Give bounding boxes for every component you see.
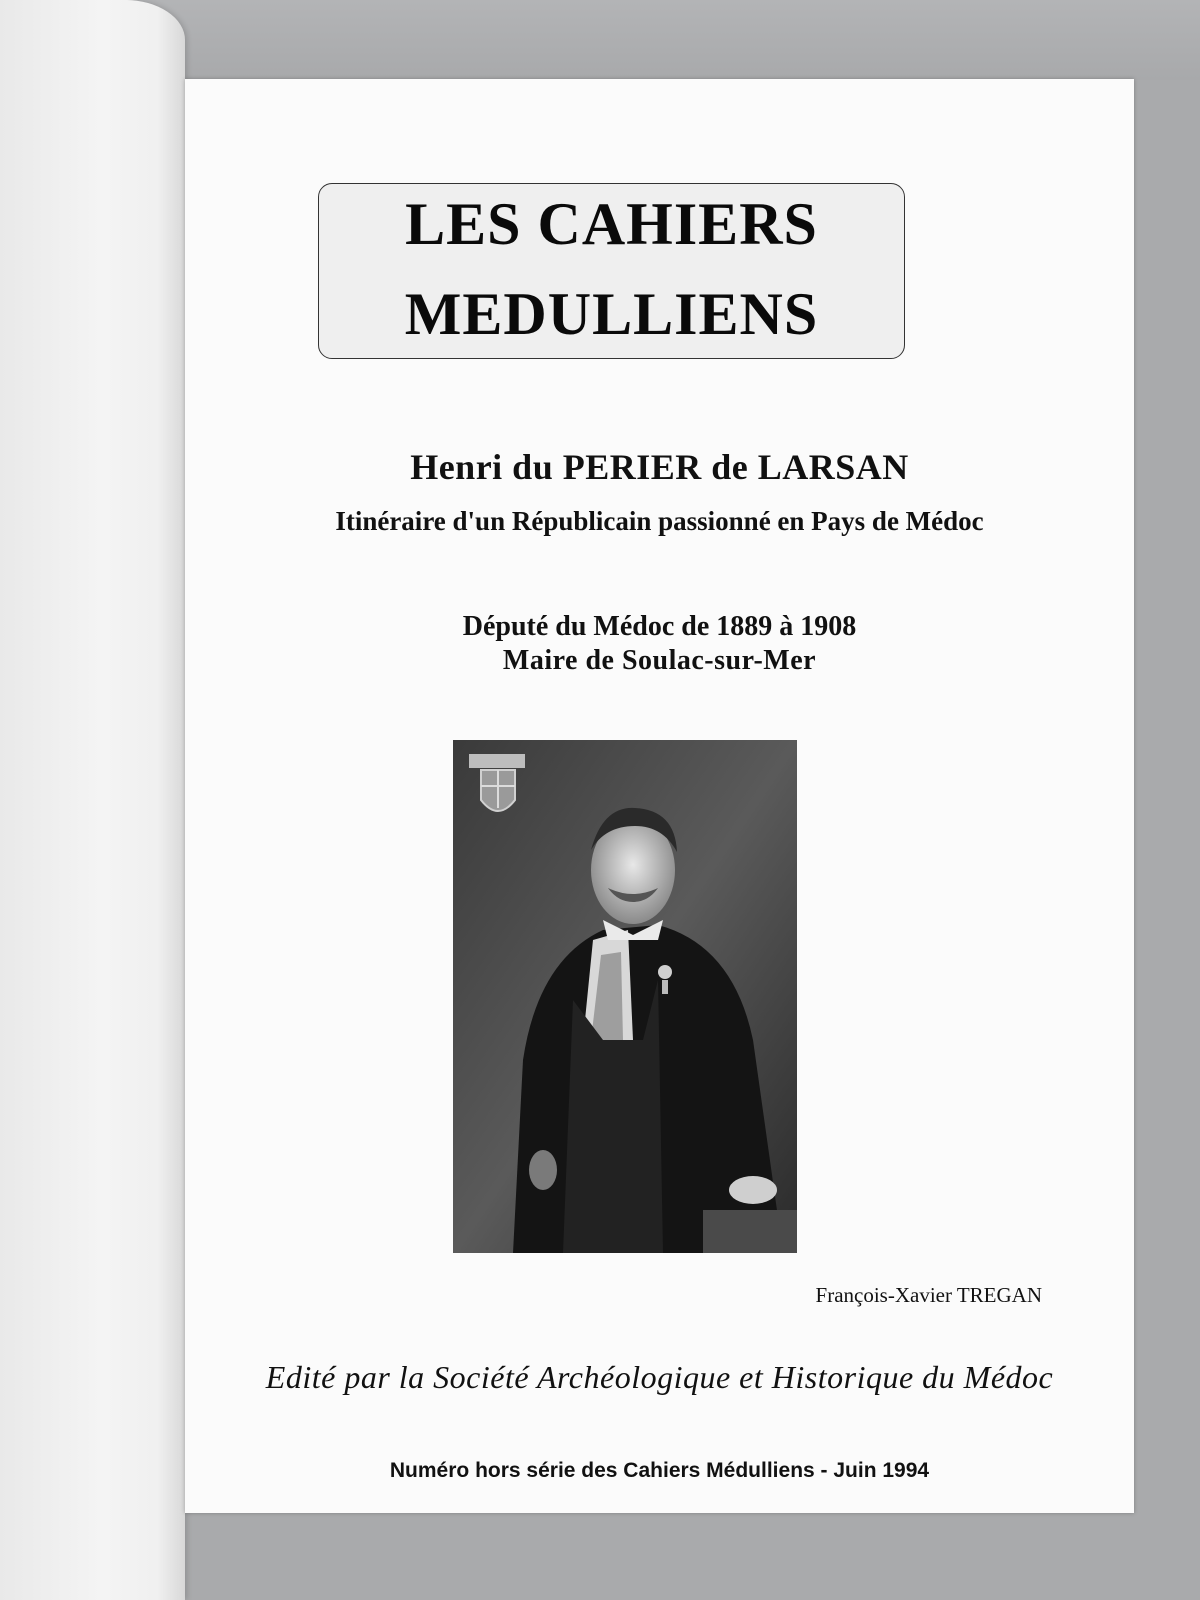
author-name: François-Xavier TREGAN [815,1283,1042,1307]
series-title-line-1: LES CAHIERS [405,191,818,257]
issue-footer: Numéro hors série des Cahiers Médulliens - Juin 1994 [389,1459,930,1482]
publisher-line: Edité par la Société Archéologique et Historique du Médoc [265,1359,1054,1395]
portrait-photo [453,740,797,1253]
title-page [185,79,1134,1513]
role-deputy: Député du Médoc de 1889 à 1908 [462,611,857,642]
series-title-line-2: MEDULLIENS [404,281,819,347]
left-page-edge [0,0,185,1600]
subtitle: Itinéraire d'un Républicain passionné en Pays de Médoc [335,506,984,536]
role-mayor: Maire de Soulac-sur-Mer [502,645,817,676]
portrait-illustration [453,740,797,1253]
series-title-box [318,183,905,359]
subject-name: Henri du PERIER de LARSAN [410,447,909,487]
